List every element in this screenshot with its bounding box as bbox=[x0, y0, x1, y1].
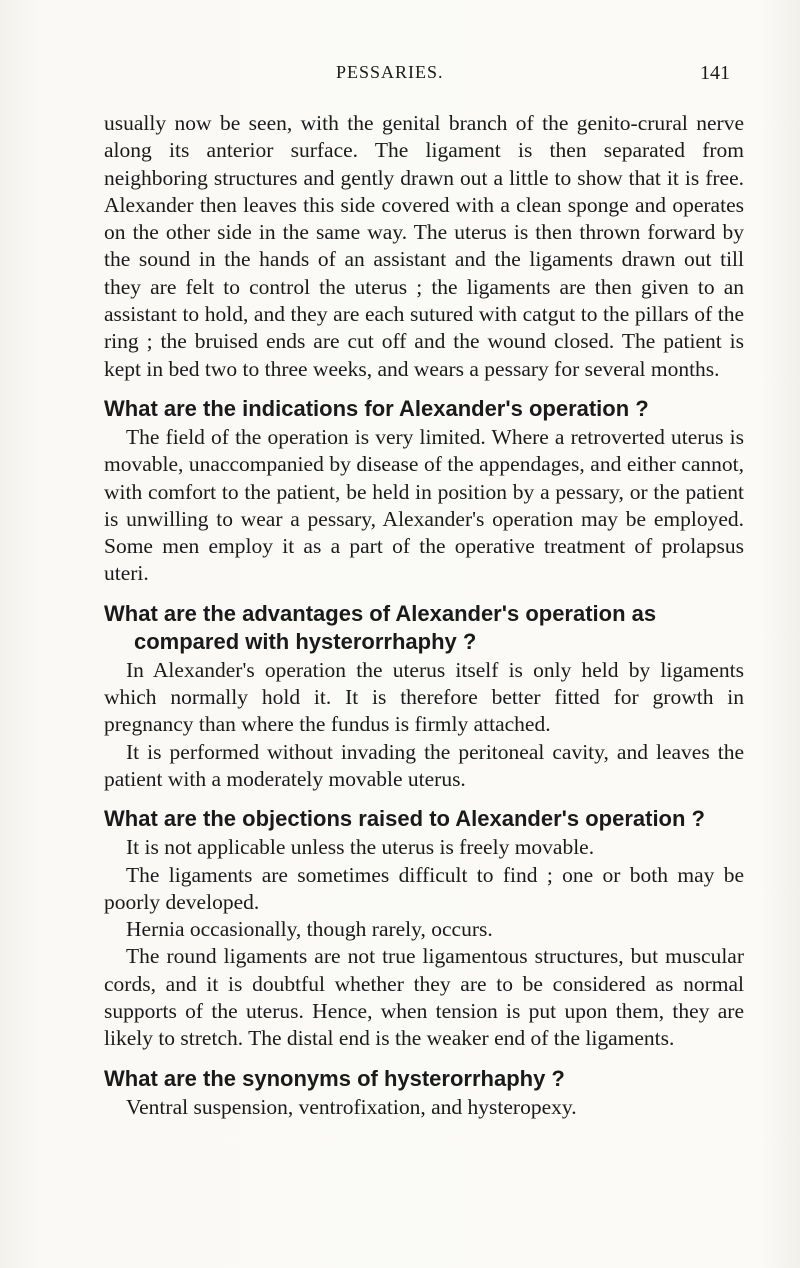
opening-paragraph: usually now be seen, with the genital branch of the genito-crural nerve along its anterior surface. The ligament is then separated from neighboring structures and gently drawn out a little to show that it is free. Alexander then leaves this side covered with a clean sponge and operates on the other side in the same way. The uterus is then thrown forward by the sound in the hands of an assistant and the ligaments drawn out till they are felt to control the uterus ; the ligaments are then given to an assistant to hold, and they are each sutured with catgut to the pillars of the ring ; the bruised ends are cut off and the wound closed. The patient is kept in bed two to three weeks, and wears a pessary for several months. bbox=[104, 111, 744, 381]
answer-paragraph: The field of the operation is very limited. Where a retroverted uterus is movable, unaccompanied by disease of the appendages, and either cannot, with comfort to the patient, be held in position by a pessary, or the patient is unwilling to wear a pessary, Alexander's operation may be employed. Some men employ it as a part of the operative treatment of prolapsus uteri. bbox=[104, 424, 744, 586]
answer-paragraph: Hernia occasionally, though rarely, occurs. bbox=[126, 917, 493, 942]
running-head bbox=[0, 62, 800, 88]
question-heading: What are the indications for Alexander's operation ? bbox=[104, 395, 649, 421]
answer-paragraph: The ligaments are sometimes difficult to find ; one or both may be poorly developed. bbox=[104, 862, 744, 914]
answer-paragraph: Ventral suspension, ventrofixation, and hysteropexy. bbox=[126, 1094, 577, 1119]
running-title: PESSARIES. bbox=[336, 62, 444, 82]
answer-paragraph: The round ligaments are not true ligamentous structures, but muscular cords, and it is doubtful whether they are to be considered as normal supports of the uterus. Hence, when tension is put upon them, they are likely to stretch. The distal end is the weaker end of the ligaments. bbox=[104, 944, 744, 1051]
answer-paragraph: It is not applicable unless the uterus is freely movable. bbox=[126, 835, 595, 860]
page-body bbox=[104, 110, 744, 1121]
section-advantages bbox=[104, 600, 744, 793]
question-heading: What are the advantages of Alexander's operation as compared with hysterorrhaphy ? bbox=[104, 600, 657, 654]
section-indications bbox=[104, 395, 744, 588]
question-heading: What are the synonyms of hysterorrhaphy ? bbox=[104, 1065, 565, 1091]
section-objections bbox=[104, 805, 744, 1052]
answer-paragraph: In Alexander's operation the uterus itself is only held by ligaments which normally hold it. It is therefore better fitted for growth in pregnancy than where the fundus is firmly attached. bbox=[104, 657, 744, 737]
question-heading: What are the objections raised to Alexander's operation ? bbox=[104, 806, 705, 832]
section-synonyms bbox=[104, 1065, 744, 1121]
answer-paragraph: It is performed without invading the peritoneal cavity, and leaves the patient with a moderately movable uterus. bbox=[104, 739, 744, 791]
page-number: 141 bbox=[700, 62, 730, 84]
